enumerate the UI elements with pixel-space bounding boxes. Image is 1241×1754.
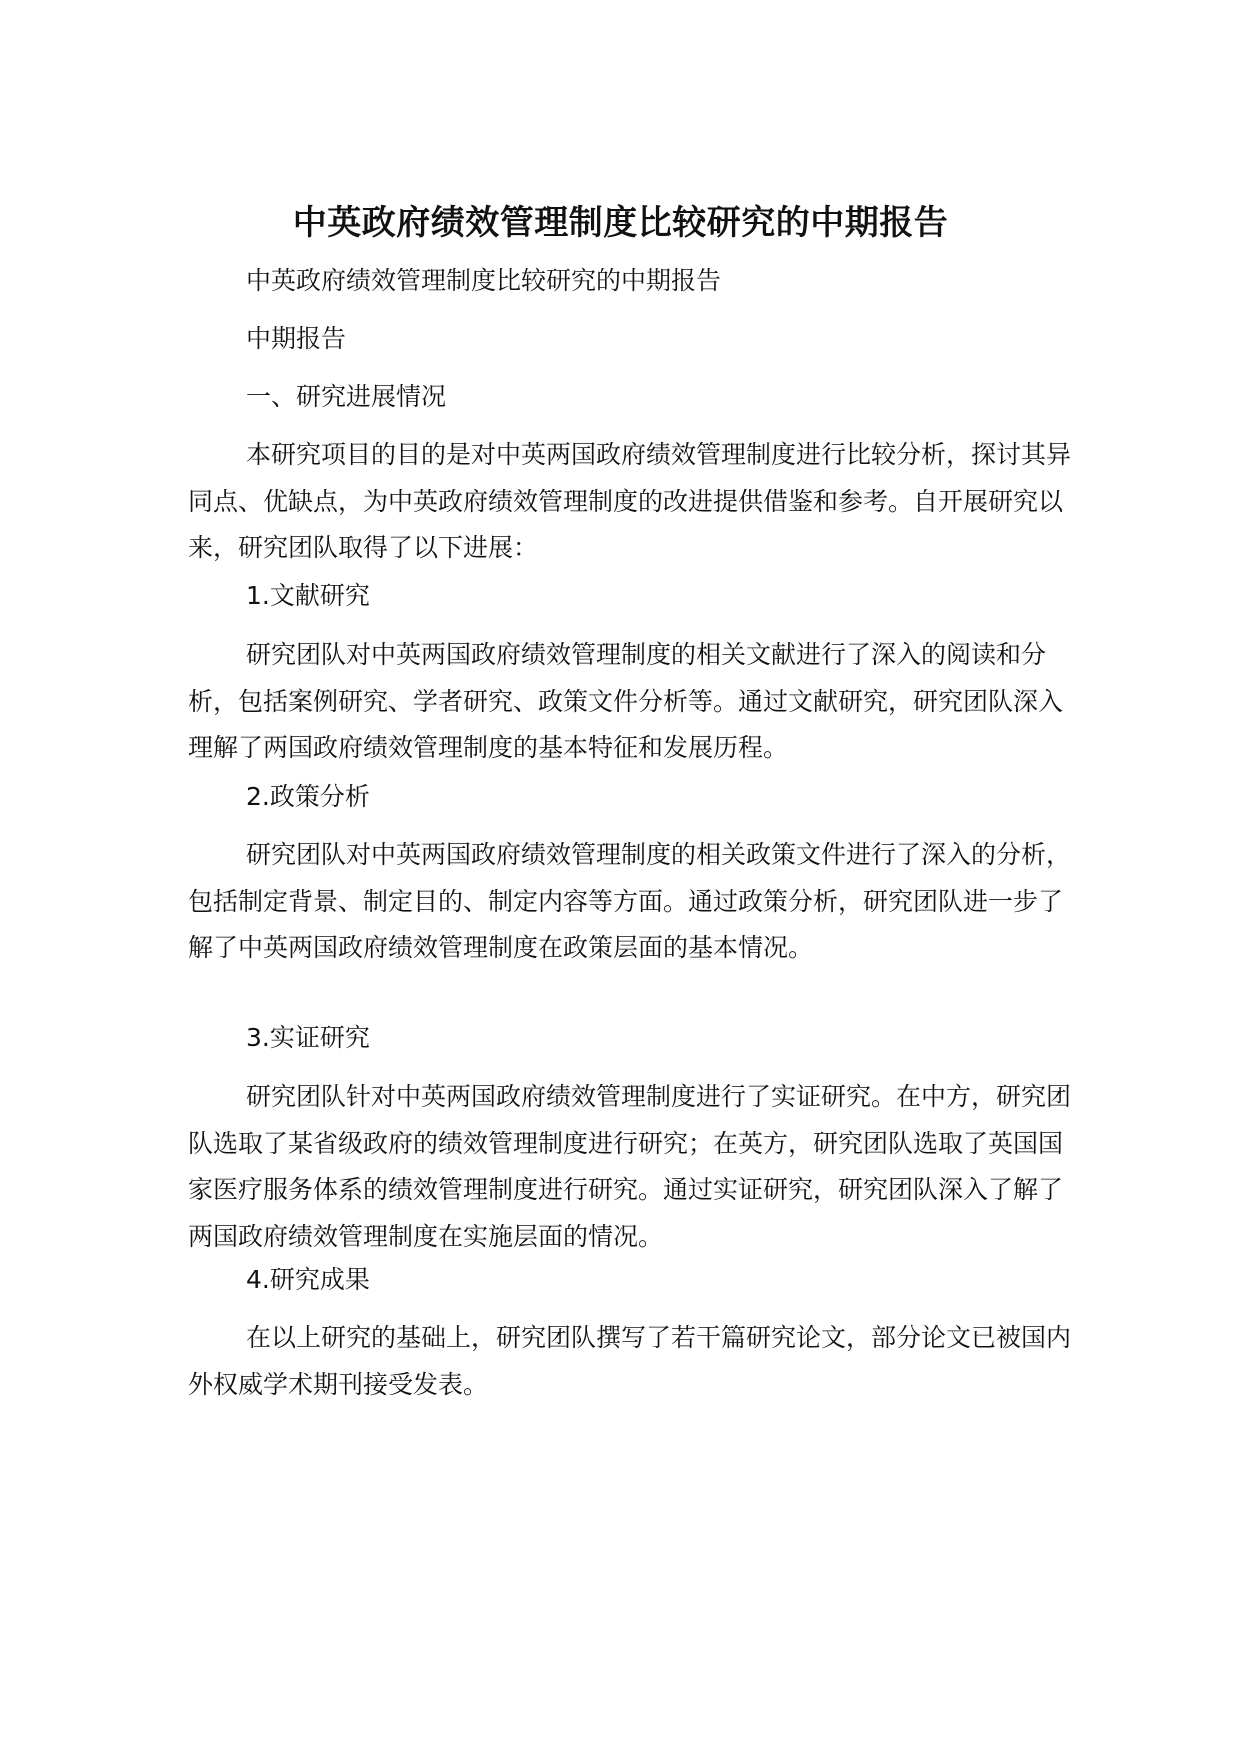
item-heading-policy: 2.政策分析 [246, 782, 370, 811]
item-heading-empirical: 3.实证研究 [246, 1023, 370, 1052]
intro-paragraph: 本研究项目的目的是对中英两国政府绩效管理制度进行比较分析，探讨其异同点、优缺点，为中英政府绩效管理制度的改进提供借鉴和参考。自开展研究以来，研究团队取得了以下进展： [188, 440, 1072, 562]
document-title: 中英政府绩效管理制度比较研究的中期报告 [292, 202, 949, 243]
section-heading: 一、研究进展情况 [246, 382, 447, 411]
item-heading-literature: 1.文献研究 [246, 581, 370, 610]
report-label: 中期报告 [246, 324, 347, 353]
item-body-literature: 研究团队对中英两国政府绩效管理制度的相关文献进行了深入的阅读和分析，包括案例研究、学者研究、政策文件分析等。通过文献研究，研究团队深入理解了两国政府绩效管理制度的基本特征和发展历程。 [188, 640, 1064, 762]
document-subtitle: 中英政府绩效管理制度比较研究的中期报告 [246, 266, 722, 295]
item-body-results: 在以上研究的基础上，研究团队撰写了若干篇研究论文，部分论文已被国内外权威学术期刊接受发表。 [188, 1323, 1072, 1399]
item-body-policy: 研究团队对中英两国政府绩效管理制度的相关政策文件进行了深入的分析，包括制定背景、制定目的、制定内容等方面。通过政策分析，研究团队进一步了解了中英两国政府绩效管理制度在政策层面的基本情况。 [188, 840, 1072, 962]
item-heading-results: 4.研究成果 [246, 1265, 370, 1294]
item-body-empirical: 研究团队针对中英两国政府绩效管理制度进行了实证研究。在中方，研究团队选取了某省级政府的绩效管理制度进行研究；在英方，研究团队选取了英国国家医疗服务体系的绩效管理制度进行研究。通过实证研究，研究团队深入了解了两国政府绩效管理制度在实施层面的情况。 [188, 1082, 1072, 1251]
